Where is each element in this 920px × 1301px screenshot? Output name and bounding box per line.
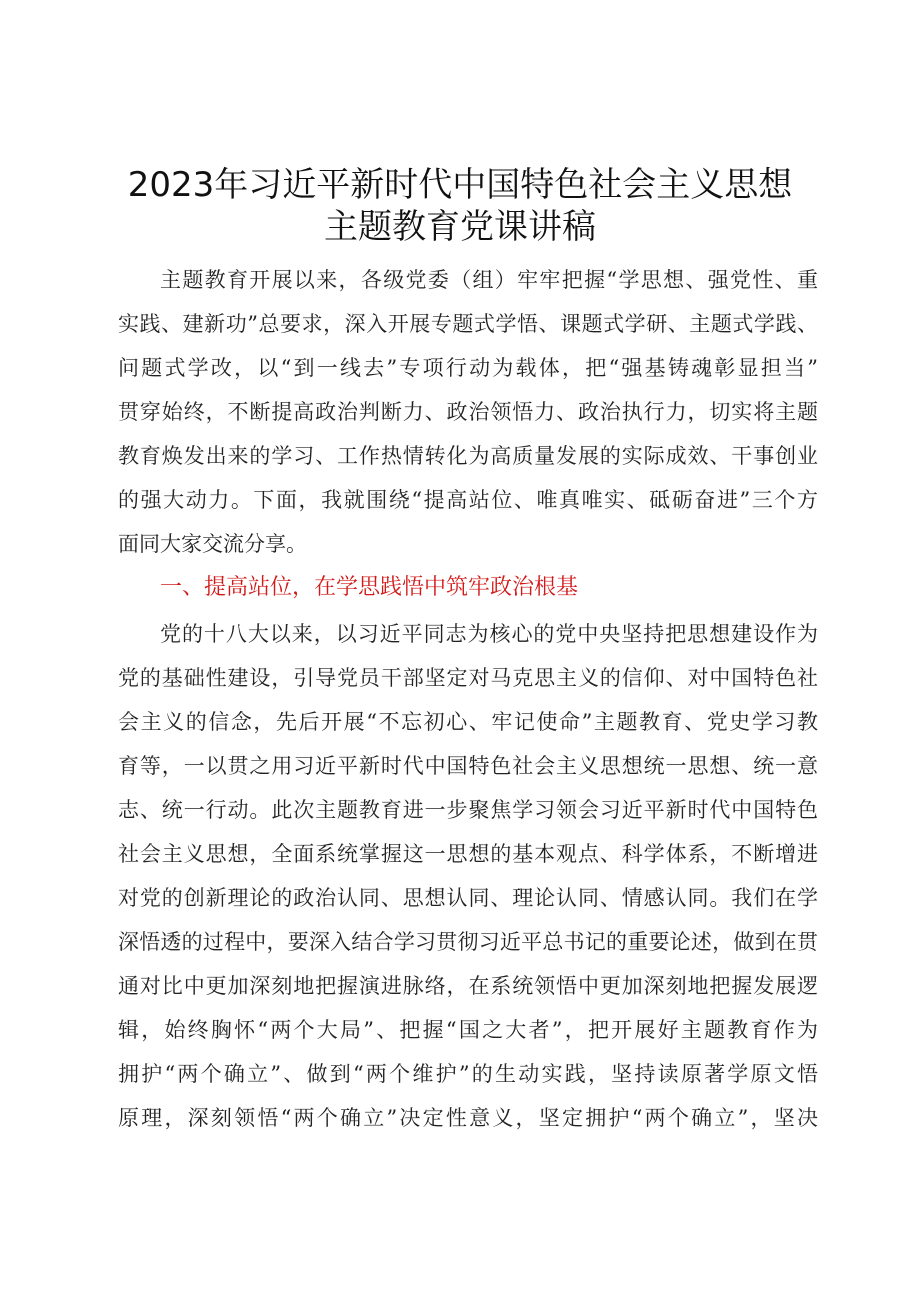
section-heading-1: 一、提高站位，在学思践悟中筑牢政治根基 bbox=[160, 575, 579, 600]
paragraph-1-line-3: 问题式学改，以“到一线去”专项行动为载体，把“强基铸魂彰显担当” bbox=[118, 356, 818, 380]
paragraph-2-line-2: 党的基础性建设，引导党员干部坚定对马克思主义的信仰、对中国特色社 bbox=[118, 666, 818, 690]
paragraph-1-line-2: 实践、建新功”总要求，深入开展专题式学悟、课题式学研、主题式学践、 bbox=[118, 312, 818, 336]
paragraph-2-line-8: 深悟透的过程中，要深入结合学习贯彻习近平总书记的重要论述，做到在贯 bbox=[118, 930, 818, 954]
paragraph-2-line-12: 原理，深刻领悟“两个确立”决定性意义，坚定拥护“两个确立”，坚决 bbox=[118, 1106, 818, 1130]
paragraph-2-line-11: 拥护“两个确立”、做到“两个维护”的生动实践，坚持读原著学原文悟 bbox=[118, 1062, 818, 1086]
paragraph-1-line-4: 贯穿始终，不断提高政治判断力、政治领悟力、政治执行力，切实将主题 bbox=[118, 400, 818, 424]
paragraph-2-line-9: 通对比中更加深刻地把握演进脉络，在系统领悟中更加深刻地把握发展逻 bbox=[118, 974, 818, 998]
paragraph-2-line-1: 党的十八大以来，以习近平同志为核心的党中央坚持把思想建设作为 bbox=[160, 622, 818, 646]
paragraph-2-line-4: 育等，一以贯之用习近平新时代中国特色社会主义思想统一思想、统一意 bbox=[118, 754, 818, 778]
paragraph-2-line-5: 志、统一行动。此次主题教育进一步聚焦学习领会习近平新时代中国特色 bbox=[118, 798, 818, 822]
paragraph-2-line-6: 社会主义思想，全面系统掌握这一思想的基本观点、科学体系，不断增进 bbox=[118, 842, 818, 866]
document-title-line-1: 2023年习近平新时代中国特色社会主义思想 bbox=[127, 165, 793, 205]
paragraph-2-line-10: 辑，始终胸怀“两个大局”、把握“国之大者”，把开展好主题教育作为 bbox=[118, 1018, 818, 1042]
paragraph-1-line-6: 的强大动力。下面，我就围绕“提高站位、唯真唯实、砥砺奋进”三个方 bbox=[118, 488, 818, 512]
paragraph-2-line-7: 对党的创新理论的政治认同、思想认同、理论认同、情感认同。我们在学 bbox=[118, 886, 818, 910]
paragraph-1-line-5: 教育焕发出来的学习、工作热情转化为高质量发展的实际成效、干事创业 bbox=[118, 444, 818, 468]
document-title-line-2: 主题教育党课讲稿 bbox=[324, 207, 596, 247]
paragraph-2-line-3: 会主义的信念，先后开展“不忘初心、牢记使命”主题教育、党史学习教 bbox=[118, 710, 818, 734]
paragraph-1-line-7: 面同大家交流分享。 bbox=[118, 532, 307, 556]
paragraph-1-line-1: 主题教育开展以来，各级党委（组）牢牢把握“学思想、强党性、重 bbox=[160, 268, 818, 292]
